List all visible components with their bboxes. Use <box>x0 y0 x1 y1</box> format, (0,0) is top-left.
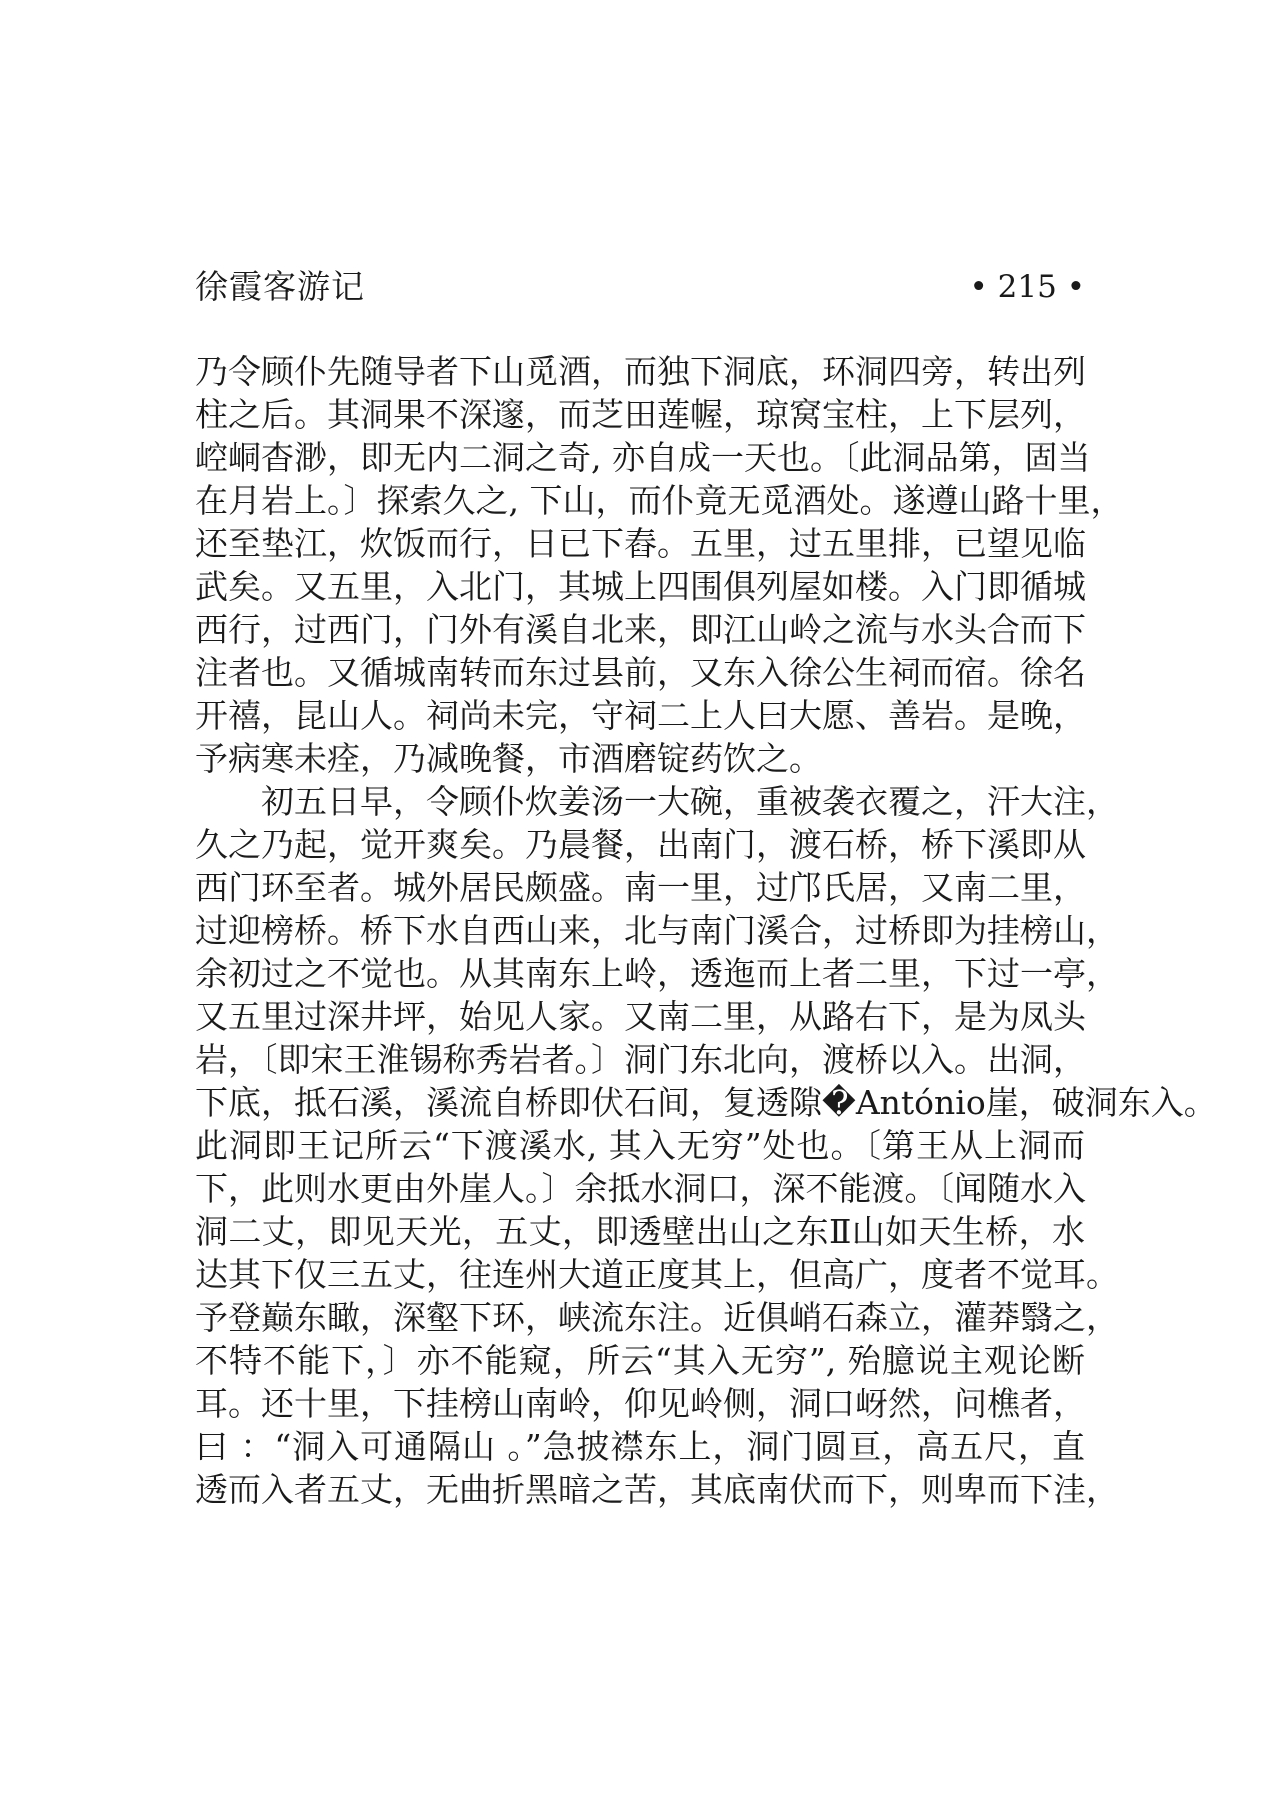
text-line: 还至垫江，炊饭而行，日已下舂。五里，过五里排，已望见临 <box>195 524 1086 563</box>
text-line: 不特不能下，〕亦不能窥，所云“其入无穷”, 殆臆说主观论断 <box>195 1341 1085 1380</box>
text-line: 洞二丈，即见天光，五丈，即透壁出山之东Ⅱ山如天生桥，水 <box>195 1212 1085 1251</box>
text-line: 下，此则水更由外崖人。〕余抵水洞口，深不能渡。〔闻随水入 <box>195 1169 1086 1208</box>
text-line: 注者也。又循城南转而东过县前，又东入徐公生祠而宿。徐名 <box>195 653 1086 692</box>
text-line: 乃令顾仆先随导者下山觅酒，而独下洞底，环洞四旁，转出列 <box>195 352 1086 391</box>
text-line: 武矣。又五里，入北门，其城上四围俱列屋如楼。入门即循城 <box>195 567 1086 606</box>
text-line: 透而入者五丈，无曲折黑暗之苦，其底南伏而下，则卑而下洼， <box>195 1470 1119 1509</box>
text-line: 予病寒未痊，乃减晚餐，市酒磨锭药饮之。 <box>195 739 822 778</box>
text-line: 达其下仅三五丈，往连州大道正度其上，但高广，度者不觉耳。 <box>195 1255 1119 1294</box>
book-title: 徐霞客游记 <box>195 267 365 306</box>
text-line: 予登巅东瞰，深壑下环，峡流东注。近俱峭石森立，灌莽翳之， <box>195 1298 1119 1337</box>
text-line: 余初过之不觉也。从其南东上岭，透迤而上者二里，下过一亭， <box>195 954 1119 993</box>
text-line: 西门环至者。城外居民颇盛。南一里，过邝氏居，又南二里， <box>195 868 1086 907</box>
text-line: 初五日早，令顾仆炊姜汤一大碗，重被袭衣覆之，汗大注， <box>261 782 1119 821</box>
text-line: 开禧，昆山人。祠尚未完，守祠二上人曰大愿、善岩。是晚， <box>195 696 1086 735</box>
text-line: 又五里过深井坪，始见人家。又南二里，从路右下，是为凤头 <box>195 997 1086 1036</box>
text-line: 曰 ：“洞入可通隔山 。”急披襟东上，洞门圆亘，高五尺，直 <box>195 1427 1085 1466</box>
text-line: 久之乃起，觉开爽矣。乃晨餐，出南门，渡石桥，桥下溪即从 <box>195 825 1086 864</box>
text-line: 下底，抵石溪，溪流自桥即伏石间，复透隙�António崖，破洞东入。 <box>195 1083 1217 1122</box>
text-line: 此洞即王记所云“下渡溪水, 其入无穷”处也。〔第王从上洞而 <box>195 1126 1085 1165</box>
text-line: 西行，过西门，门外有溪自北来，即江山岭之流与水头合而下 <box>195 610 1086 649</box>
text-line: 过迎榜桥。桥下水自西山来，北与南门溪合，过桥即为挂榜山， <box>195 911 1119 950</box>
page-header <box>195 262 1085 312</box>
text-line: 崆峒杳渺，即无内二洞之奇, 亦自成一天也。〔此洞品第，固当 <box>195 438 1091 477</box>
text-line: 岩，〔即宋王淮锡称秀岩者。〕洞门东北向，渡桥以入。出洞， <box>195 1040 1086 1079</box>
text-line: 耳。还十里，下挂榜山南岭，仰见岭侧，洞口岈然，问樵者， <box>195 1384 1086 1423</box>
text-line: 柱之后。其洞果不深邃，而芝田莲幄，琼窝宝柱，上下层列， <box>195 395 1086 434</box>
page-number: • 215 • <box>969 269 1085 305</box>
text-line: 在月岩上。〕探索久之, 下山，而仆竟无觅酒处。遂遵山路十里， <box>195 481 1124 520</box>
body-text <box>195 350 1217 1511</box>
